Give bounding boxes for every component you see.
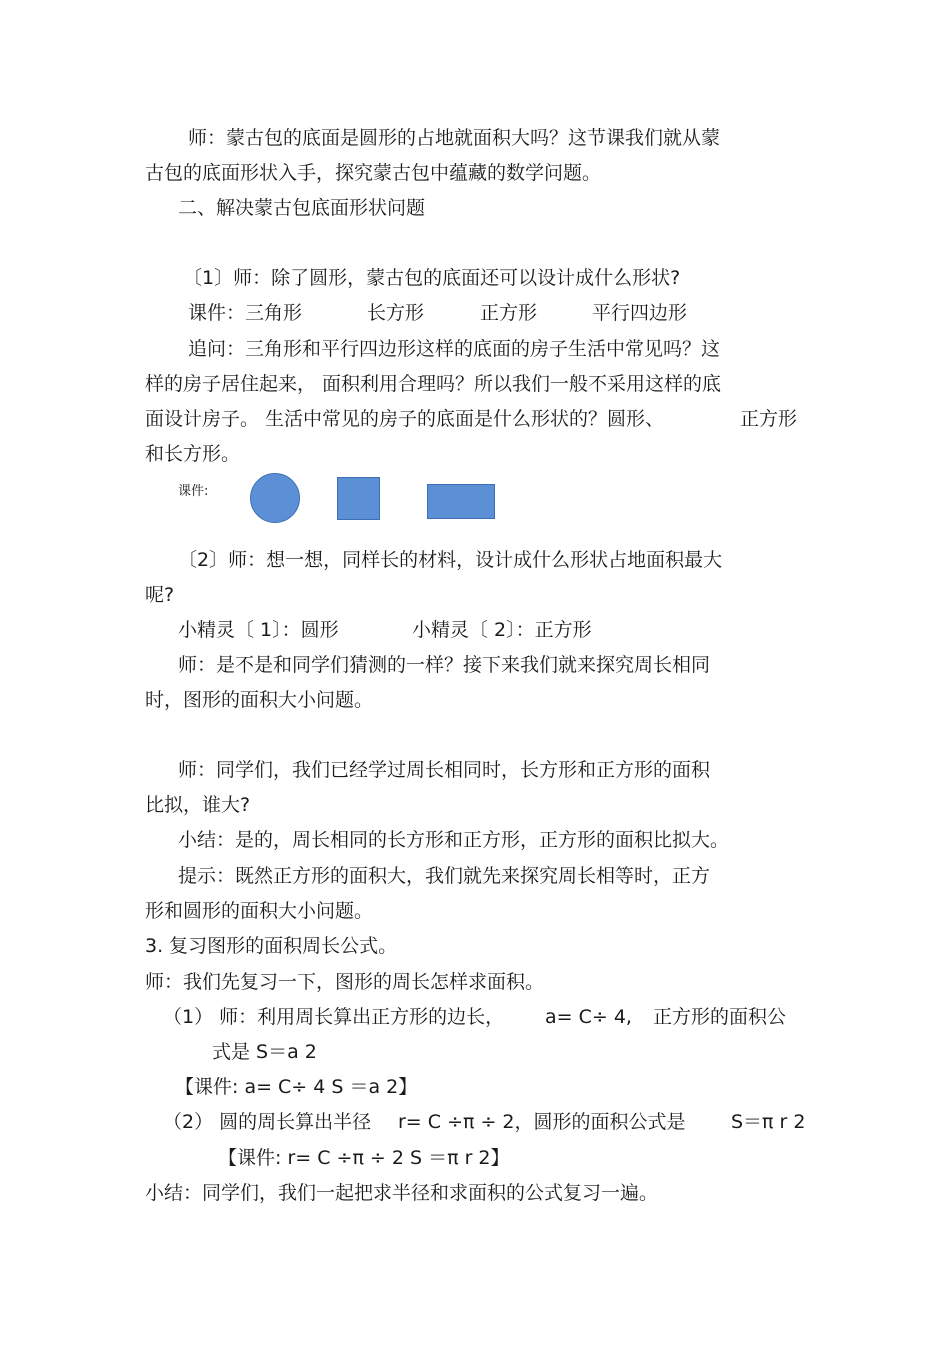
paragraph-line: 面设计房子。 生活中常见的房子的底面是什么形状的？圆形、 <box>145 408 665 430</box>
paragraph-line: 师：蒙古包的底面是圆形的占地就面积大吗？这节课我们就从蒙 <box>188 127 721 149</box>
paragraph-line: 小精灵〔 2〕：正方形 <box>412 619 592 641</box>
paragraph-line: 和长方形。 <box>145 443 241 465</box>
paragraph-line: 〔2〕师：想一想，同样长的材料，设计成什么形状占地面积最大 <box>178 549 723 571</box>
paragraph-line: 师：同学们，我们已经学过周长相同时，长方形和正方形的面积 <box>178 759 711 781</box>
paragraph-line: 〔1〕师：除了圆形，蒙古包的底面还可以设计成什么形状? <box>183 267 681 289</box>
formula-line: （1） 师：利用周长算出正方形的边长， <box>163 1006 505 1028</box>
paragraph-line: 样的房子居住起来， 面积利用合理吗？所以我们一般不采用这样的底 <box>145 373 722 395</box>
formula-line: 正方形的面积公 <box>653 1006 787 1028</box>
paragraph-line: 古包的底面形状入手，探究蒙古包中蕴藏的数学问题。 <box>145 162 602 184</box>
section-heading: 二、解决蒙古包底面形状问题 <box>178 197 426 219</box>
rectangle-shape <box>427 484 495 519</box>
paragraph-line: 小精灵〔 1〕：圆形 <box>178 619 339 641</box>
formula-text: a= C÷ 4, <box>545 1006 632 1028</box>
paragraph-line: 正方形 <box>740 408 798 430</box>
shape-option: 正方形 <box>480 302 538 324</box>
paragraph-line: 时，图形的面积大小问题。 <box>145 689 374 711</box>
paragraph-line: 比拟，谁大? <box>145 794 251 816</box>
courseware-formula: 【课件: r= C ÷π ÷ 2 S ＝π r 2】 <box>218 1147 510 1169</box>
shape-option: 平行四边形 <box>592 302 688 324</box>
circle-shape <box>250 473 300 523</box>
paragraph-line: 呢? <box>145 584 175 606</box>
shape-option: 长方形 <box>367 302 425 324</box>
paragraph-line: 提示：既然正方形的面积大，我们就先来探究周长相等时，正方 <box>178 865 711 887</box>
formula-text: S＝π r 2 <box>731 1111 806 1133</box>
courseware-label: 课件: <box>178 484 209 499</box>
formula-text: r= C ÷π ÷ 2，圆形的面积公式是 <box>398 1111 686 1133</box>
paragraph-line: 小结：同学们，我们一起把求半径和求面积的公式复习一遍。 <box>145 1182 659 1204</box>
courseware-label: 课件：三角形 <box>188 302 303 324</box>
section-heading: 3. 复习图形的面积周长公式。 <box>145 935 398 957</box>
formula-line: （2） 圆的周长算出半径 <box>163 1111 372 1133</box>
paragraph-line: 形和圆形的面积大小问题。 <box>145 900 374 922</box>
formula-text: 式是 S＝a 2 <box>212 1041 317 1063</box>
paragraph-line: 追问：三角形和平行四边形这样的底面的房子生活中常见吗？这 <box>188 338 721 360</box>
paragraph-line: 小结：是的，周长相同的长方形和正方形，正方形的面积比拟大。 <box>178 829 730 851</box>
paragraph-line: 师：我们先复习一下，图形的周长怎样求面积。 <box>145 971 545 993</box>
square-shape <box>337 477 380 520</box>
paragraph-line: 师：是不是和同学们猜测的一样？接下来我们就来探究周长相同 <box>178 654 711 676</box>
courseware-formula: 【课件: a= C÷ 4 S ＝a 2】 <box>175 1076 418 1098</box>
